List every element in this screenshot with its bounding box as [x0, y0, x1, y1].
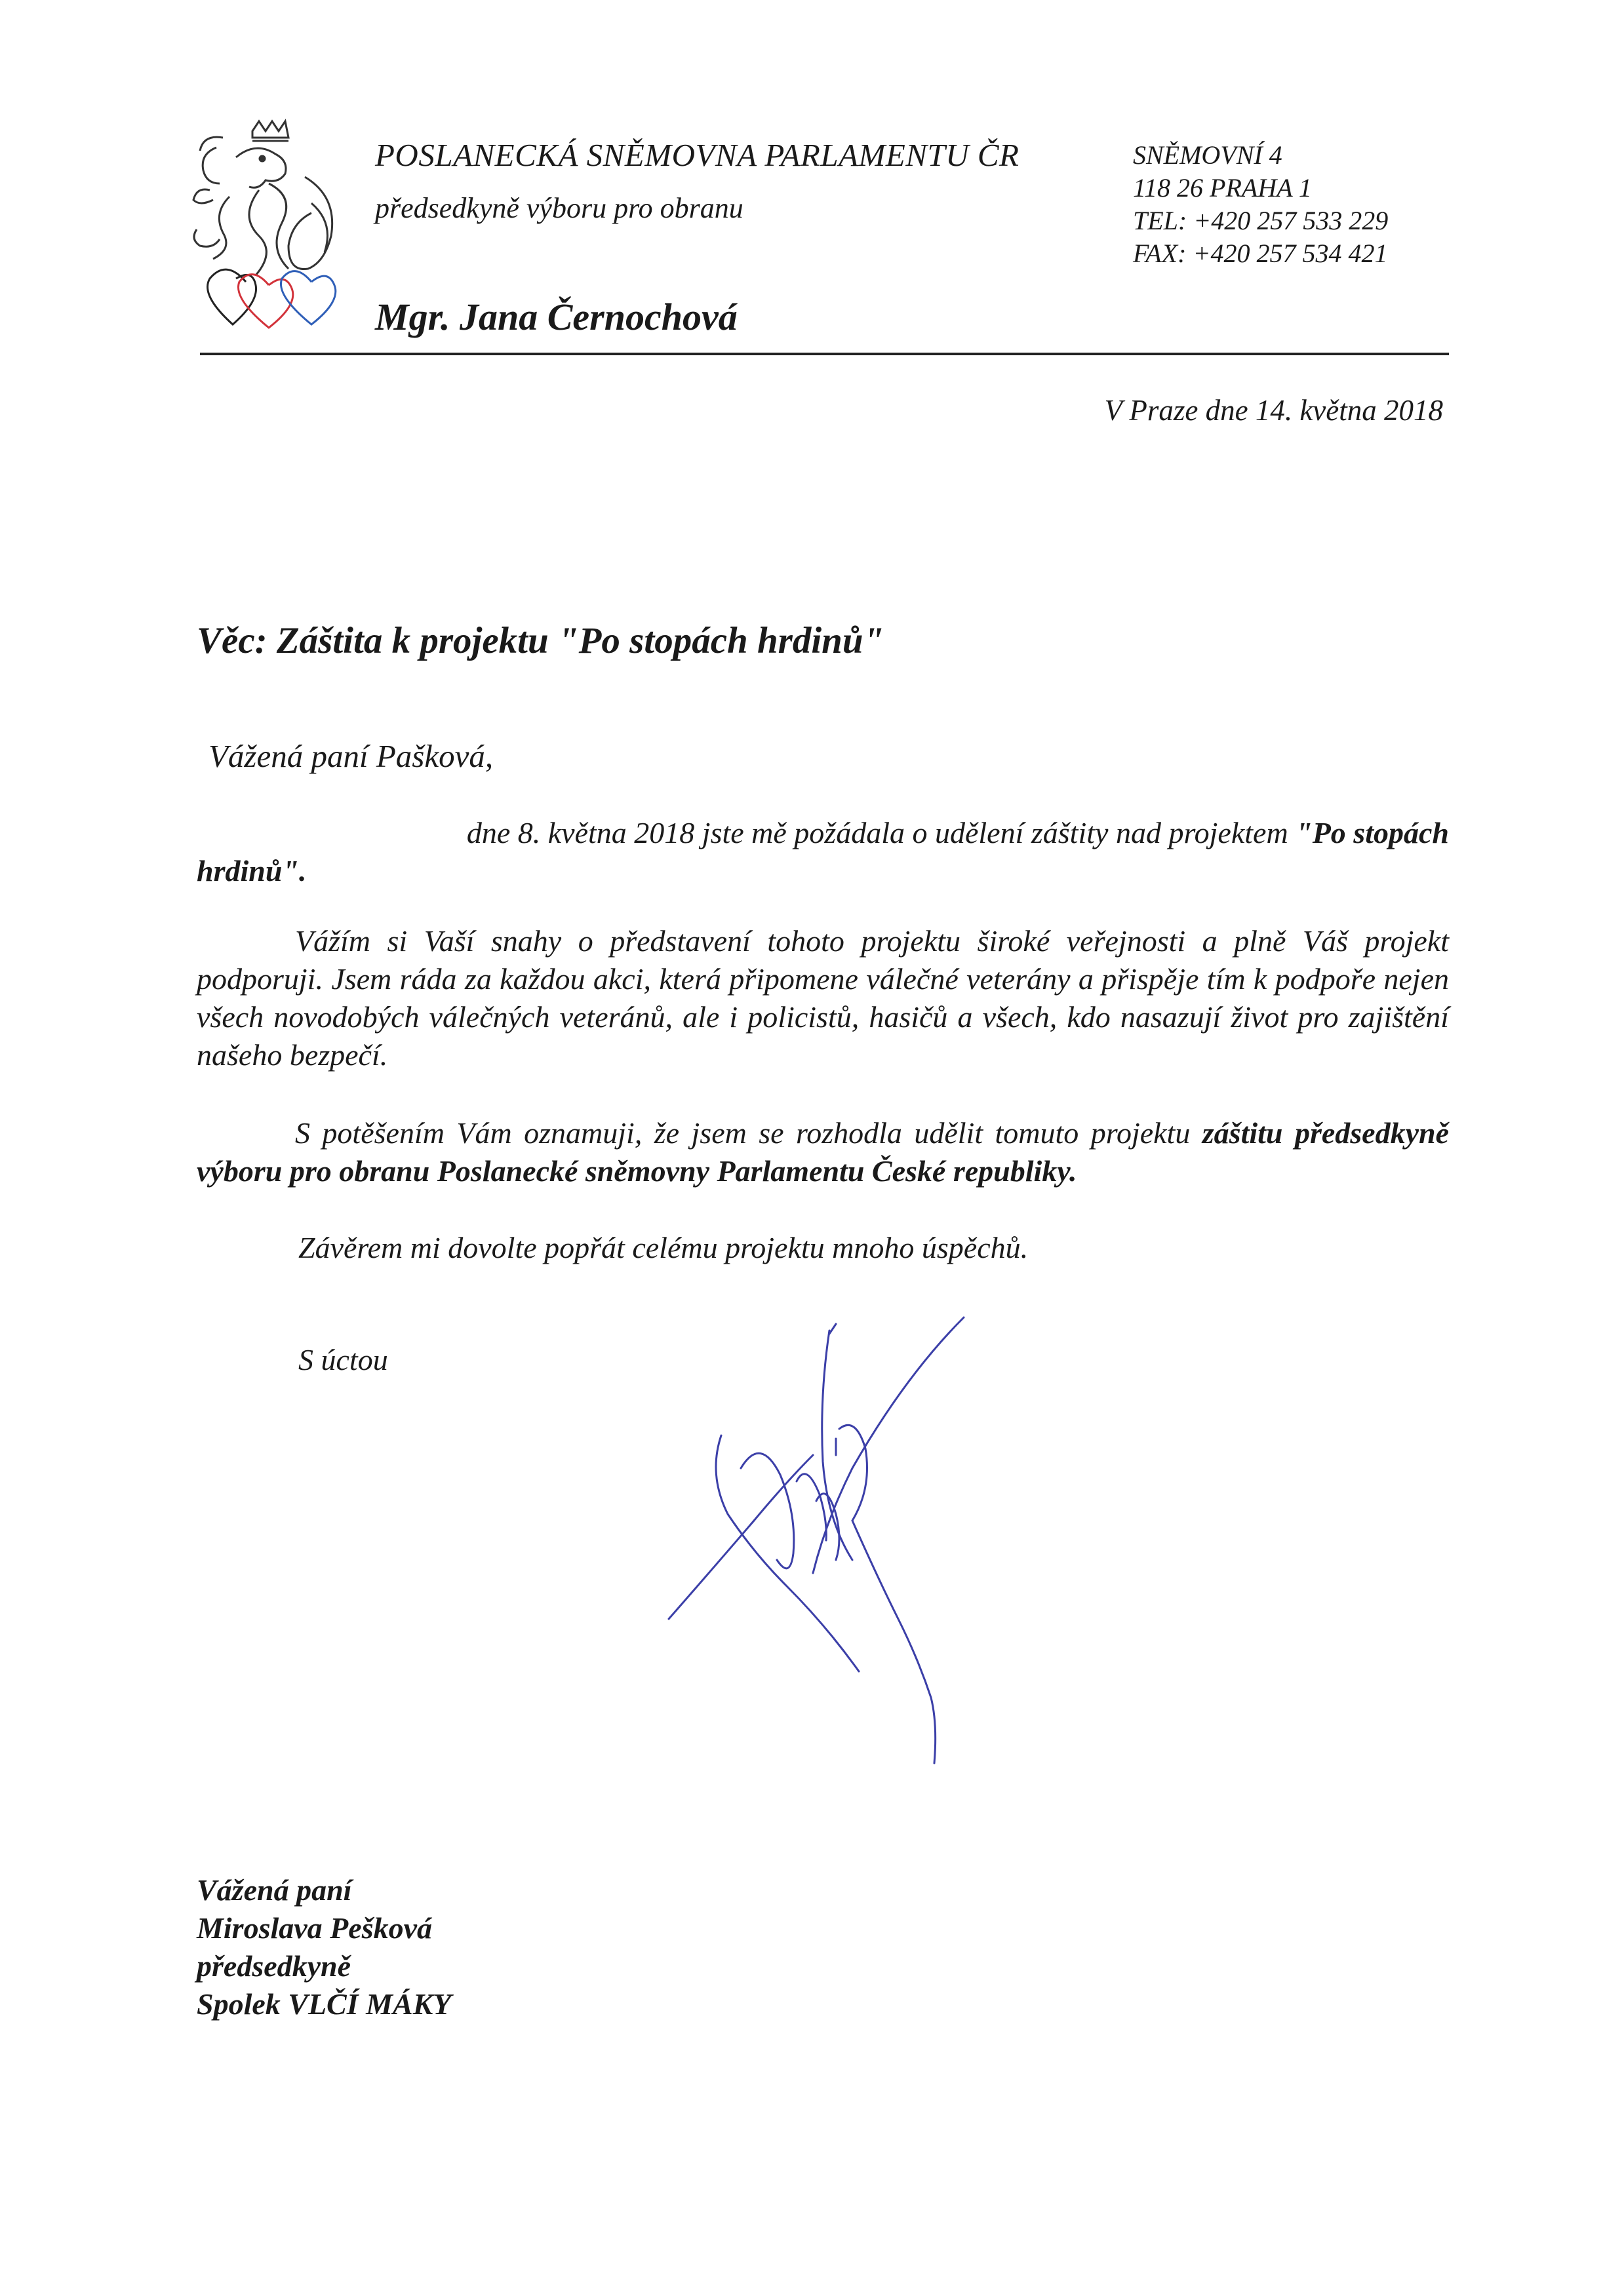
- paragraph-support: Vážím si Vaší snahy o představení tohoto projektu široké veřejnosti a plně Váš projekt podporuji. Jsem ráda za každou akci, která připomene válečné veterány a přispěje tím k podpoře nejen všech novodobých válečných veteránů, ale i policistů, hasičů a všech, kdo nasazují život pro zajištění našeho bezpečí.: [197, 924, 1449, 1072]
- project-name-part1: "Po stopách: [1296, 816, 1449, 849]
- paragraph-patronage-text: S potěšením Vám oznamuji, že jsem se rozhodla udělit tomuto projektu: [295, 1116, 1202, 1150]
- address-block: [1133, 139, 1388, 270]
- header-divider: [200, 353, 1449, 355]
- address-street: SNĚMOVNÍ 4: [1133, 140, 1282, 170]
- paragraph-closing-wish: Závěrem mi dovolte popřát celému projektu mnoho úspěchů.: [298, 1231, 1029, 1264]
- address-fax: FAX: +420 257 534 421: [1133, 239, 1388, 268]
- salutation: Vážená paní Pašková,: [208, 738, 494, 774]
- closing-formula: S úctou: [298, 1343, 388, 1376]
- recipient-name: Miroslava Pešková: [197, 1911, 433, 1945]
- paragraph-patronage: [197, 1114, 1449, 1190]
- position-title: předsedkyně výboru pro obranu: [375, 192, 743, 224]
- address-city: 118 26 PRAHA 1: [1133, 173, 1312, 203]
- recipient-title: předsedkyně: [197, 1949, 351, 1983]
- recipient-block: [197, 1871, 452, 2023]
- parliament-emblem-icon: [190, 118, 354, 334]
- paragraph-request: [197, 814, 1449, 890]
- recipient-salutation: Vážená paní: [197, 1873, 352, 1907]
- letter-date: V Praze dne 14. května 2018: [1104, 394, 1443, 427]
- letter-subject: Věc: Záštita k projektu "Po stopách hrdinů": [197, 620, 884, 661]
- address-phone: TEL: +420 257 533 229: [1133, 206, 1389, 235]
- sender-name: Mgr. Jana Černochová: [375, 296, 738, 338]
- patronage-title: záštitu předsedkyně výboru pro obranu Poslanecké sněmovny Parlamentu České republiky.: [197, 1116, 1449, 1188]
- handwritten-signature: [656, 1304, 1049, 1776]
- organization-name: POSLANECKÁ SNĚMOVNA PARLAMENTU ČR: [375, 137, 1020, 173]
- paragraph-request-text: dne 8. května 2018 jste mě požádala o udělení záštity nad projektem: [466, 816, 1296, 849]
- project-name-part2: hrdinů".: [197, 854, 307, 887]
- recipient-organization: Spolek VLČÍ MÁKY: [197, 1987, 452, 2021]
